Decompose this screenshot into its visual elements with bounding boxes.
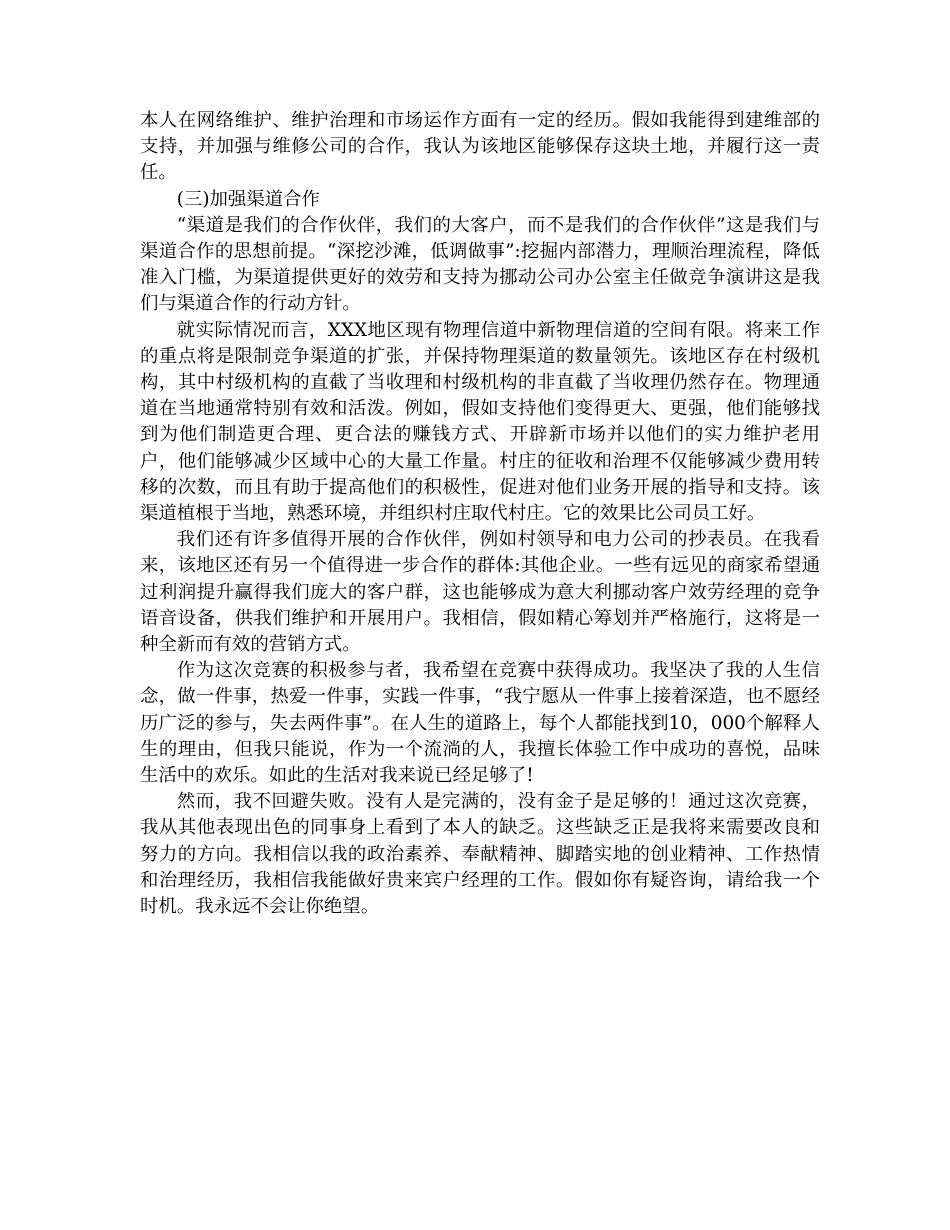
paragraph-actual-situation: 就实际情况而言，XXX地区现有物理信道中新物理信道的空间有限。将来工作的重点将是限制竞争渠道的扩张，并保持物理渠道的数量领先。该地区存在村级机构，其中村级机构的直截了当收理和村级机构的非直截了当收理仍然存在。物理通道在当地通常特别有效和活泼。例如，假如支持他们变得更大、更强，他们能够找到为他们制造更合理、更合法的赚钱方式、开辟新市场并以他们的实力维护老用户，他们能够减少区域中心的大量工作量。村庄的征收和治理不仅能够减少费用转移的次数，而且有助于提高他们的积极性，促进对他们业务开展的指导和支持。该渠道植根于当地，熟悉环境，并组织村庄取代村庄。它的效果比公司员工好。 bbox=[140, 319, 820, 525]
section-heading-channel-cooperation: (三)加强渠道合作 bbox=[176, 188, 320, 210]
paragraph-closing: 然而，我不回避失败。没有人是完满的，没有金子是足够的！通过这次竞赛，我从其他表现出色的同事身上看到了本人的缺乏。这些缺乏正是我将来需要改良和努力的方向。我相信以我的政治素养、奉献精神、脚踏实地的创业精神、工作热情和治理经历，我相信我能做好贵来宾户经理的工作。假如你有疑咨询，请给我一个时机。我永远不会让你绝望。 bbox=[140, 791, 820, 918]
paragraph-channel-philosophy: “渠道是我们的合作伙伴，我们的大客户，而不是我们的合作伙伴”这是我们与渠道合作的思想前提。“深挖沙滩，低调做事”:挖掘内部潜力，理顺治理流程，降低准入门槛，为渠道提供更好的效劳和支持为挪动公司办公室主任做竞争演讲这是我们与渠道合作的行动方针。 bbox=[140, 214, 820, 315]
paragraph-network-experience: 本人在网络维护、维护治理和市场运作方面有一定的经历。假如我能得到建维部的支持，并加强与维修公司的合作，我认为该地区能够保存这块土地，并履行这一责任。 bbox=[140, 110, 820, 184]
paragraph-competition-belief: 作为这次竞赛的积极参与者，我希望在竞赛中获得成功。我坚决了我的人生信念，做一件事，热爱一件事，实践一件事，“我宁愿从一件事上接着深造，也不愿经历广泛的参与，失去两件事”。在人生的道路上，每个人都能找到10，000个解释人生的理由，但我只能说，作为一个流淌的人，我擅长体验工作中成功的喜悦，品味生活中的欢乐。如此的生活对我来说已经足够了! bbox=[140, 660, 821, 787]
paragraph-partners: 我们还有许多值得开展的合作伙伴，例如村领导和电力公司的抄表员。在我看来，该地区还有另一个值得进一步合作的群体:其他企业。一些有远见的商家希望通过利润提升赢得我们庞大的客户群，这也能够成为意大利挪动客户效劳经理的竞争语音设备，供我们维护和开展用户。我相信，假如精心筹划并严格施行，这将是一种全新而有效的营销方式。 bbox=[140, 529, 820, 656]
document-body bbox=[140, 108, 820, 920]
